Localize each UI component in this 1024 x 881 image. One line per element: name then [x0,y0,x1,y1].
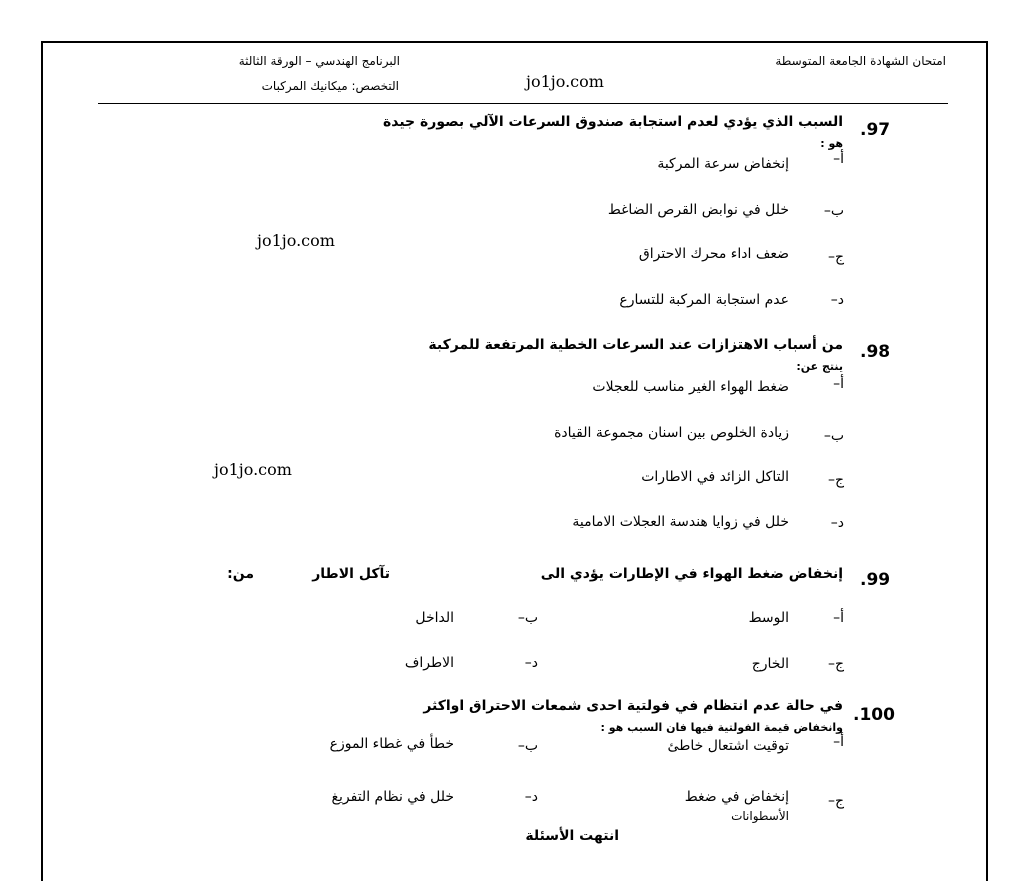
option-text: ضعف اداء محرك الاحتراق [638,246,789,262]
option-letter: أ– [833,734,844,750]
option-letter: د– [524,655,538,671]
option-letter: ب– [517,738,538,754]
question-number: .98 [860,342,891,362]
option-letter: ب– [517,610,538,626]
option-text: خلل في زوايا هندسة العجلات الامامية [572,514,789,530]
site-label: jo1jo.com [526,72,604,91]
question-text-part: تآكل الاطار [312,566,390,582]
option-letter: ج– [827,656,844,672]
option-text: خلل في نظام التفريغ [331,789,454,805]
question-text-cont: هو : [820,137,843,150]
option-letter: د– [830,515,844,531]
option-text: الوسط [748,610,789,626]
option-text: الخارج [751,656,789,672]
option-text: زيادة الخلوص بين اسنان مجموعة القيادة [554,425,789,441]
question-text-cont: ينتج عن: [796,360,843,373]
option-letter: أ– [833,376,844,392]
option-text: ضغط الهواء الغير مناسب للعجلات [592,379,789,395]
question-text-cont: وانخفاض قيمة الفولتية فيها فان السبب هو : [600,721,843,734]
option-text: الاطراف [404,655,454,671]
specialization: التخصص: ميكانيك المركبات [261,79,399,93]
option-letter: ج– [827,793,844,809]
question-number: .100 [853,705,895,725]
option-text: عدم استجابة المركبة للتسارع [619,292,789,308]
option-letter: ب– [823,428,844,444]
option-letter: ج– [827,472,844,488]
option-letter: ج– [827,249,844,265]
page-frame [41,41,988,881]
option-text: خطأ في غطاء الموزع [329,736,454,752]
option-text: إنخفاض سرعة المركبة [657,156,789,172]
question-text: السبب الذي يؤدي لعدم استجابة صندوق السرعات الآلي بصورة جيدة [382,114,843,130]
question-number: .97 [860,120,891,140]
exam-title: امتحان الشهادة الجامعة المتوسطة [775,54,946,68]
option-letter: ب– [823,203,844,219]
watermark: jo1jo.com [257,231,335,250]
watermark: jo1jo.com [214,460,292,479]
question-text: إنخفاض ضغط الهواء في الإطارات يؤدي الى [540,566,843,582]
question-text-part: من: [227,566,254,582]
option-text: التاكل الزائد في الاطارات [641,469,789,485]
question-text: من أسباب الاهتزازات عند السرعات الخطية المرتفعة للمركبة [428,337,843,353]
option-text-cont: الأسطوانات [731,809,789,823]
header-divider [98,103,948,104]
question-text: في حالة عدم انتظام في فولتية احدى شمعات الاحتراق اواكثر [423,698,843,714]
option-text: خلل في نوابض القرص الضاغط [607,202,789,218]
option-letter: أ– [833,151,844,167]
question-number: .99 [860,570,891,590]
option-letter: أ– [833,610,844,626]
program-title: البرنامج الهندسي – الورقة الثالثة [238,54,400,68]
option-text: إنخفاض في ضغط [684,789,789,805]
option-text: الداخل [415,610,454,626]
end-of-questions: انتهت الأسئلة [525,828,619,844]
option-letter: د– [830,292,844,308]
option-text: توقيت اشتعال خاطئ [667,738,789,754]
option-letter: د– [524,789,538,805]
